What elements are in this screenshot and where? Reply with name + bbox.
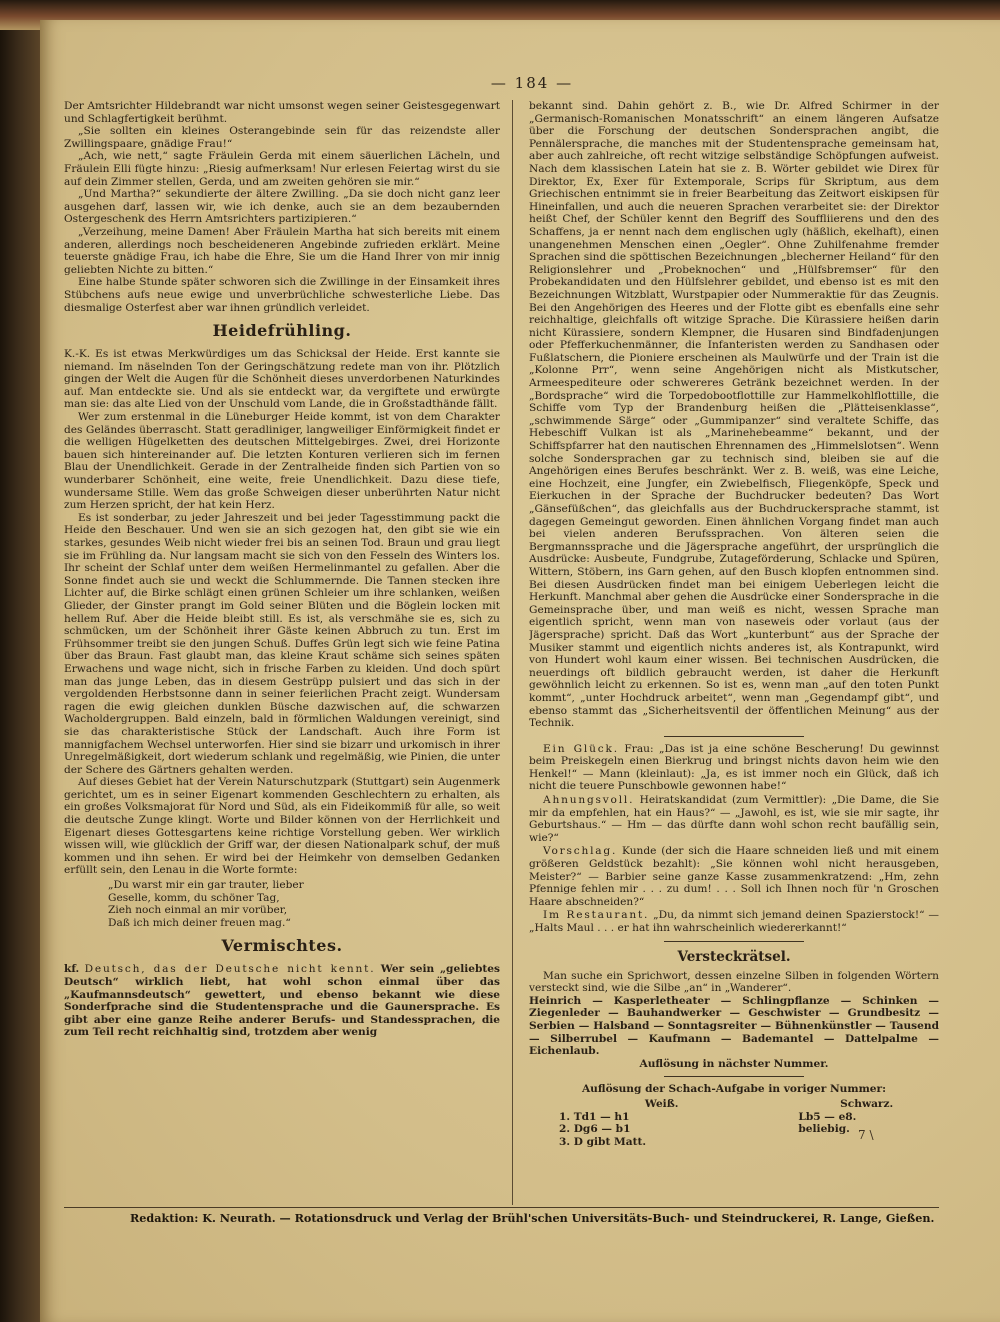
- riddle-words: Heinrich — Kasperletheater — Schlingpflanze — Schinken — Ziegenleder — Bauhandwerker — Geschwister — Grundbesitz — Serbien — Halsband — Sonntagsreiter — Bühnenkünstler — Tausend — Silberrubel — Kaufmann — Bademantel — Dattelpalme — Eichenlaub.: [529, 994, 939, 1058]
- story-paragraph: Eine halbe Stunde später schworen sich die Zwillinge in der Einsamkeit ihres Stübchens aufs neue ewige und unverbrüchliche schwesterliche Liebe. Das diesmalige Osterfest aber war ihnen gründlich verleidet.: [64, 276, 500, 314]
- riddle-solution-note: Auflösung in nächster Nummer.: [639, 1057, 829, 1070]
- section-separator: [664, 941, 804, 942]
- article-subtitle: Deutsch, das der Deutsche nicht kennt.: [84, 963, 376, 976]
- white-move: 3. D gibt Matt.: [559, 1135, 647, 1148]
- chess-title: Auflösung der Schach-Aufgabe in voriger Nummer:: [581, 1083, 887, 1096]
- joke-title: Ahnungsvoll.: [543, 794, 635, 807]
- joke-text: „Du, da nimmt sich jemand deinen Spazierstock!“ — „Halts Maul . . . er hat ihn wahrscheinlich wiedererkannt!“: [529, 909, 939, 934]
- section-separator: [664, 1076, 804, 1077]
- white-move: 1. Td1 — h1: [559, 1110, 630, 1123]
- black-move: beliebig.: [798, 1123, 850, 1136]
- chess-solution-table: [529, 1098, 939, 1148]
- chess-header-row: [529, 1098, 939, 1111]
- heidefruehling-paragraph: Auf dieses Gebiet hat der Verein Naturschutzpark (Stuttgart) sein Augenmerk gerichtet, um es in seiner Eigenart kommenden Geschlechtern zu erhalten, als ein großes Volksmajorat für Nord und Süd, als ein Fideikommiß für alle, so weit die deutsche Zunge klingt. Worte und Bilder können von der Herrlichkeit und Eigenart dieses Gottesgartens keine richtige Vorstellung geben. Wer wirklich wissen will, wie glücklich der Griff war, der diesen Nationalpark schuf, der muß kommen und ihn sehen. Er wird bei der Heimkehr von demselben Gedanken erfüllt sein, den Lenau in die Worte formte:: [64, 776, 500, 877]
- joke-text: Heiratskandidat (zum Vermittler): „Die Dame, die Sie mir da empfehlen, hat ein Haus?“ — „Jawohl, es ist, wie sie mir sagte, ihr Geburtshaus.“ — Hm — das dürfte dann wohl schon recht baufällig sein, wie?“: [529, 794, 939, 844]
- heidefruehling-title: Heidefrühling.: [212, 321, 352, 341]
- book-binding: [0, 0, 40, 1322]
- story-paragraph: „Und Martha?“ sekundierte der ältere Zwilling. „Da sie doch nicht ganz leer ausgehen darf, lassen wir, wie ich denke, auch sie an dem bezaubernden Ostergeschenk des Herrn Amtsrichters partizipieren.“: [64, 188, 500, 226]
- riddle-intro: Man suche ein Sprichwort, dessen einzelne Silben in folgenden Wörtern versteckt sind, wie die Silbe „an“ in „Wanderer“.: [529, 969, 939, 995]
- joke-text: Frau: „Das ist ja eine schöne Bescherung! Du gewinnst beim Preiskegeln einen Bierkrug und bringst nichts davon heim wie den Henkel!“ — Mann (kleinlaut): „Ja, es ist immer noch ein Glück, daß ich nicht die teuere Punschbowle gewonnen habe!“: [529, 742, 939, 793]
- paragraph-text: Es ist etwas Merkwürdiges um das Schicksal der Heide. Erst kannte sie niemand. Im näselnden Ton der Geringschätzung redete man von ihr. Plötzlich gingen der Welt die Augen für die Schönheit dieses unverdorbenen Naturkindes auf. Man entdeckte sie. Und als sie entdeckt war, da vergiftete und erwürgte man sie: das alte Lied von der Unschuld vom Lande, die in Großstadthände fällt.: [64, 348, 500, 411]
- joke-title: Im Restaurant.: [543, 909, 650, 922]
- author-initials: kf.: [64, 963, 80, 976]
- chess-move-row: [529, 1111, 939, 1124]
- imprint-footer: Redaktion: K. Neurath. — Rotationsdruck und Verlag der Brühl'schen Universitäts-Buch- und Steindruckerei, R. Lange, Gießen.: [130, 1211, 935, 1225]
- author-initials: K.-K.: [64, 348, 91, 361]
- riddle-title: Versteckrätsel.: [677, 948, 791, 965]
- left-column: [64, 100, 500, 1210]
- white-move: 2. Dg6 — b1: [559, 1123, 631, 1136]
- story-paragraph: „Verzeihung, meine Damen! Aber Fräulein Martha hat sich bereits mit einem anderen, allerdings noch bescheideneren Angebinde zufrieden erklärt. Meine teuerste gnädige Frau, ich habe die Ehre, Sie um die Hand Ihrer von mir innig geliebten Nichte zu bitten.“: [64, 225, 500, 276]
- section-separator: [664, 736, 804, 737]
- story-paragraph: „Sie sollten ein kleines Osterangebinde sein für das reizendste aller Zwillingspaare, gnädige Frau!“: [64, 125, 500, 150]
- paragraph-text: Wer sein „geliebtes Deutsch“ wirklich liebt, hat wohl schon einmal über das „Kaufmannsdeutsch“ gewettert, und ebenso bekannt wie diese Sonderfprache sind die Studentensprache und die Gaunersprache. Es gibt aber eine ganze Reihe anderer Berufs- und Standessprachen, die zum Teil recht reichhaltig sind, trotzdem aber wenig: [64, 963, 500, 1039]
- joke-text: Kunde (der sich die Haare schneiden ließ und mit einem größeren Geldstück bezahlt): „Sie können wohl nicht herausgeben, Meister?“ — Barbier seine ganze Kasse zusammenkratzend: „Hm, zehn Pfennige fehlen mir . . . zu dum! . . . Soll ich Ihnen noch für 'n Groschen Haare abschneiden?“: [529, 845, 939, 908]
- heidefruehling-first-paragraph: [64, 348, 500, 411]
- poem-line: Geselle, komm, du schöner Tag,: [108, 891, 280, 904]
- poem-line: „Du warst mir ein gar trauter, lieber: [108, 879, 304, 892]
- chess-white-header: Weiß.: [644, 1097, 679, 1110]
- lenau-poem: [108, 879, 500, 929]
- joke-ein-glueck: [529, 743, 939, 793]
- page-number: — 184 —: [490, 74, 574, 92]
- heidefruehling-paragraph: Es ist sonderbar, zu jeder Jahreszeit und bei jeder Tagesstimmung packt die Heide den Beschauer. Und wen sie an sich gezogen hat, den gibt sie wie ein starkes, gesundes Weib nicht wieder frei bis an seinen Tod. Braun und grau liegt sie im Frühling da. Nur langsam macht sie sich von den Fesseln des Winters los. Ihr scheint der Schlaf unter dem weißen Hermelinmantel zu gefallen. Aber die Sonne findet auch sie und weckt die Schlummernde. Die Tannen stecken ihre Lichter auf, die Birke schlägt einen grünen Schleier um ihre schlanken, weißen Glieder, der Ginster prangt im Gold seiner Blüten und die Böglein locken mit hellem Ruf. Aber die Heide bleibt still. Es ist, als verschmähe sie es, sich zu schmücken, um der Schönheit ihrer Gäste keinen Abbruch zu tun. Erst im Frühsommer treibt sie den jungen Schuß. Duffes Grün legt sich wie feine Patina über das Braun. Fast glaubt man, das kleine Kraut schäme sich seines späten Erwachens und wage nicht, sich in frische Farben zu kleiden. Und doch spürt man das junge Leben, das in diesem Gestrüpp pulsiert und das sich in der vergoldenden Herbstsonne dann in seiner feierlichen Pracht zeigt. Wundersam ragen die ewig gleichen dunklen Büsche dazwischen auf, die schwarzen Wacholdergruppen. Bald einzeln, bald in förmlichen Waldungen vereinigt, sind sie das charakteristische Stück der Landschaft. Auch ihre Form ist mannigfachem Wechsel unterworfen. Hier sind sie bizarr und urkomisch in ihrer Unregelmäßigkeit, dort wiederum schlank und regelmäßig, wie Pinien, die unter der Schere des Gärtners gehalten werden.: [64, 511, 500, 776]
- right-column: [529, 100, 939, 1210]
- poem-line: Zieh noch einmal an mir vorüber,: [108, 904, 288, 917]
- story-paragraph: Der Amtsrichter Hildebrandt war nicht umsonst wegen seiner Geistesgegenwart und Schlagfertigkeit berühmt.: [64, 100, 500, 125]
- vermischtes-title: Vermischtes.: [221, 936, 343, 956]
- footer-rule: [64, 1207, 939, 1208]
- sondersprachen-paragraph: bekannt sind. Dahin gehört z. B., wie Dr. Alfred Schirmer in der „Germanisch-Romanischen Monatsschrift“ an einem längeren Aufsatze über die Forschung der deutschen Sondersprachen angibt, die Pennälersprache, die manches mit der Studentensprache gemeinsam hat, aber auch zahlreiche, oft recht witzige selbständige Schöpfungen aufweist. Nach dem klassischen Latein hat sie z. B. Wörter gebildet wie Direx für Direktor, Ex, Exer für Extemporale, Scrips für Skriptum, aus dem Griechischen entnimmt sie in freier Bearbeitung das Zeitwort eiskipsen für Hineinfallen, und auch die neueren Sprachen verarbeitet sie: der Direktor heißt Chef, der Schüler kennt den Begriff des Souffliierens und den des Schaffens, ja er nennt nach dem englischen ugly (häßlich, ekelhaft), einen unangenehmen Menschen einen „Oegler“. Ohne Zuhilfenahme fremder Sprachen sind die spöttischen Bezeichnungen „blecherner Heiland“ für den Religionslehrer und „Probeknochen“ und „Hülfsbremser“ für den Probekandidaten und den Hülfslehrer gebildet, und ebenso ist es mit den Bezeichnungen Witzblatt, Wurstpapier oder Nummeraktie für das Zeugnis. Bei den Angehörigen des Heeres und der Flotte gibt es ebenfalls eine sehr reichhaltige, gleichfalls oft witzige Sprache. Die Kürassiere heißen darin nicht Kürassiere, sondern Klempner, die Husaren sind Bindfadenjungen oder Pfefferkuchenmänner, die Infanteristen werden zu Sandhasen oder Fußlatschern, die Pioniere erscheinen als Maulwürfe und der Train ist die „Kolonne Prr“, wenn seine Angehörigen nicht als Mistkutscher, Armeespediteure oder schwereres Getränk bezeichnet werden. In der „Bordsprache“ wird die Torpedobootflottille zur Hammelkohlflottille, die Schiffe vom Typ der Brandenburg heißen die „Plätteisenklasse“, „schwimmende Särge“ oder „Gummipanzer“ sind veraltete Schiffe, das Hebeschiff Vulkan ist als „Marinehebeamme“ bekannt, und der Schiffspfarrer hat den nautischen Ehrennamen des „Himmelslotsen“. Wenn solche Sondersprachen gar zu technisch sind, bleiben sie auf die Angehörigen eines Berufes beschränkt. Wer z. B. weiß, was eine Leiche, eine Hochzeit, eine Jungfer, ein Zwiebelfisch, Fliegenköpfe, Speck und Eierkuchen in der Sprache der Buchdrucker bedeuten? Das Wort „Gänsefüßchen“, das gleichfalls aus der Buchdruckersprache stammt, ist dagegen Gemeingut geworden. Einen ähnlichen Vorgang findet man auch bei vielen anderen Berufssprachen. Von älteren seien die Bergmannssprache und die Jägersprache angeführt, der ursprünglich die Ausdrücke: Ausbeute, Fundgrube, Zutageförderung, Schlacke und Spüren, Wittern, Stöbern, ins Garn gehen, auf den Busch klopfen entnommen sind. Bei diesen Ausdrücken findet man bei einigem Ueberlegen leicht die Herkunft. Manchmal aber gehen die Ausdrücke einer Sondersprache in die Gemeinsprache über, und man weiß es nicht, wessen Sprache man eigentlich spricht, wenn man von naseweis oder vorlaut (aus der Jägersprache) spricht. Daß das Wort „kunterbunt“ aus der Sprache der Musiker stammt und eigentlich nichts anderes ist, als Kontrapunkt, wird von Hundert wohl kaum einer wissen. Bei technischen Ausdrücken, die neuerdings oft bildlich gebraucht werden, ist daher die Herkunft gewöhnlich leicht zu erkennen. So ist es, wenn man „auf den toten Punkt kommt“, „unter Hochdruck arbeitet“, wenn man „Gegendampf gibt“, und ebenso stammt das „Sicherheitsventil der öffentlichen Meinung“ aus der Technik.: [529, 100, 939, 730]
- poem-line: Daß ich mich deiner freuen mag.“: [108, 916, 291, 929]
- chess-move-row: [529, 1136, 939, 1149]
- story-ending: [64, 100, 500, 314]
- story-paragraph: „Ach, wie nett,“ sagte Fräulein Gerda mit einem säuerlichen Lächeln, und Fräulein Elli fügte hinzu: „Riesig aufmerksam! Nur erlesen Feiertag wirst du sie auf dein Zimmer stellen, Gerda, und am zweiten gehören sie mir.“: [64, 150, 500, 188]
- joke-vorschlag: [529, 845, 939, 908]
- black-move: Lb5 — e8.: [798, 1110, 857, 1123]
- joke-ahnungsvoll: [529, 794, 939, 844]
- joke-title: Vorschlag.: [543, 845, 618, 858]
- column-divider: [512, 100, 513, 1205]
- chess-black-header: Schwarz.: [840, 1097, 894, 1110]
- heidefruehling-paragraph: Wer zum erstenmal in die Lüneburger Heide kommt, ist von dem Charakter des Geländes überrascht. Statt geradliniger, langweiliger Einförmigkeit findet er die welligen Hügelketten des deutschen Mittelgebirges. Zwei, drei Horizonte bauen sich hintereinander auf. Die letzten Konturen verlieren sich im fernen Blau der Unendlichkeit. Gerade in der Zentralheide finden sich Partien von so wunderbarer Schönheit, eine weite, freie Unendlichkeit. Dazu diese tiefe, wundersame Stille. Wem das große Schweigen dieser unberührten Natur nicht zum Herzen spricht, der hat kein Herz.: [64, 411, 500, 512]
- joke-im-restaurant: [529, 909, 939, 934]
- margin-pencil-mark: 7 \: [858, 1128, 874, 1142]
- vermischtes-paragraph: [64, 963, 500, 1039]
- chess-move-row: [529, 1123, 939, 1136]
- joke-title: Ein Glück.: [543, 742, 619, 755]
